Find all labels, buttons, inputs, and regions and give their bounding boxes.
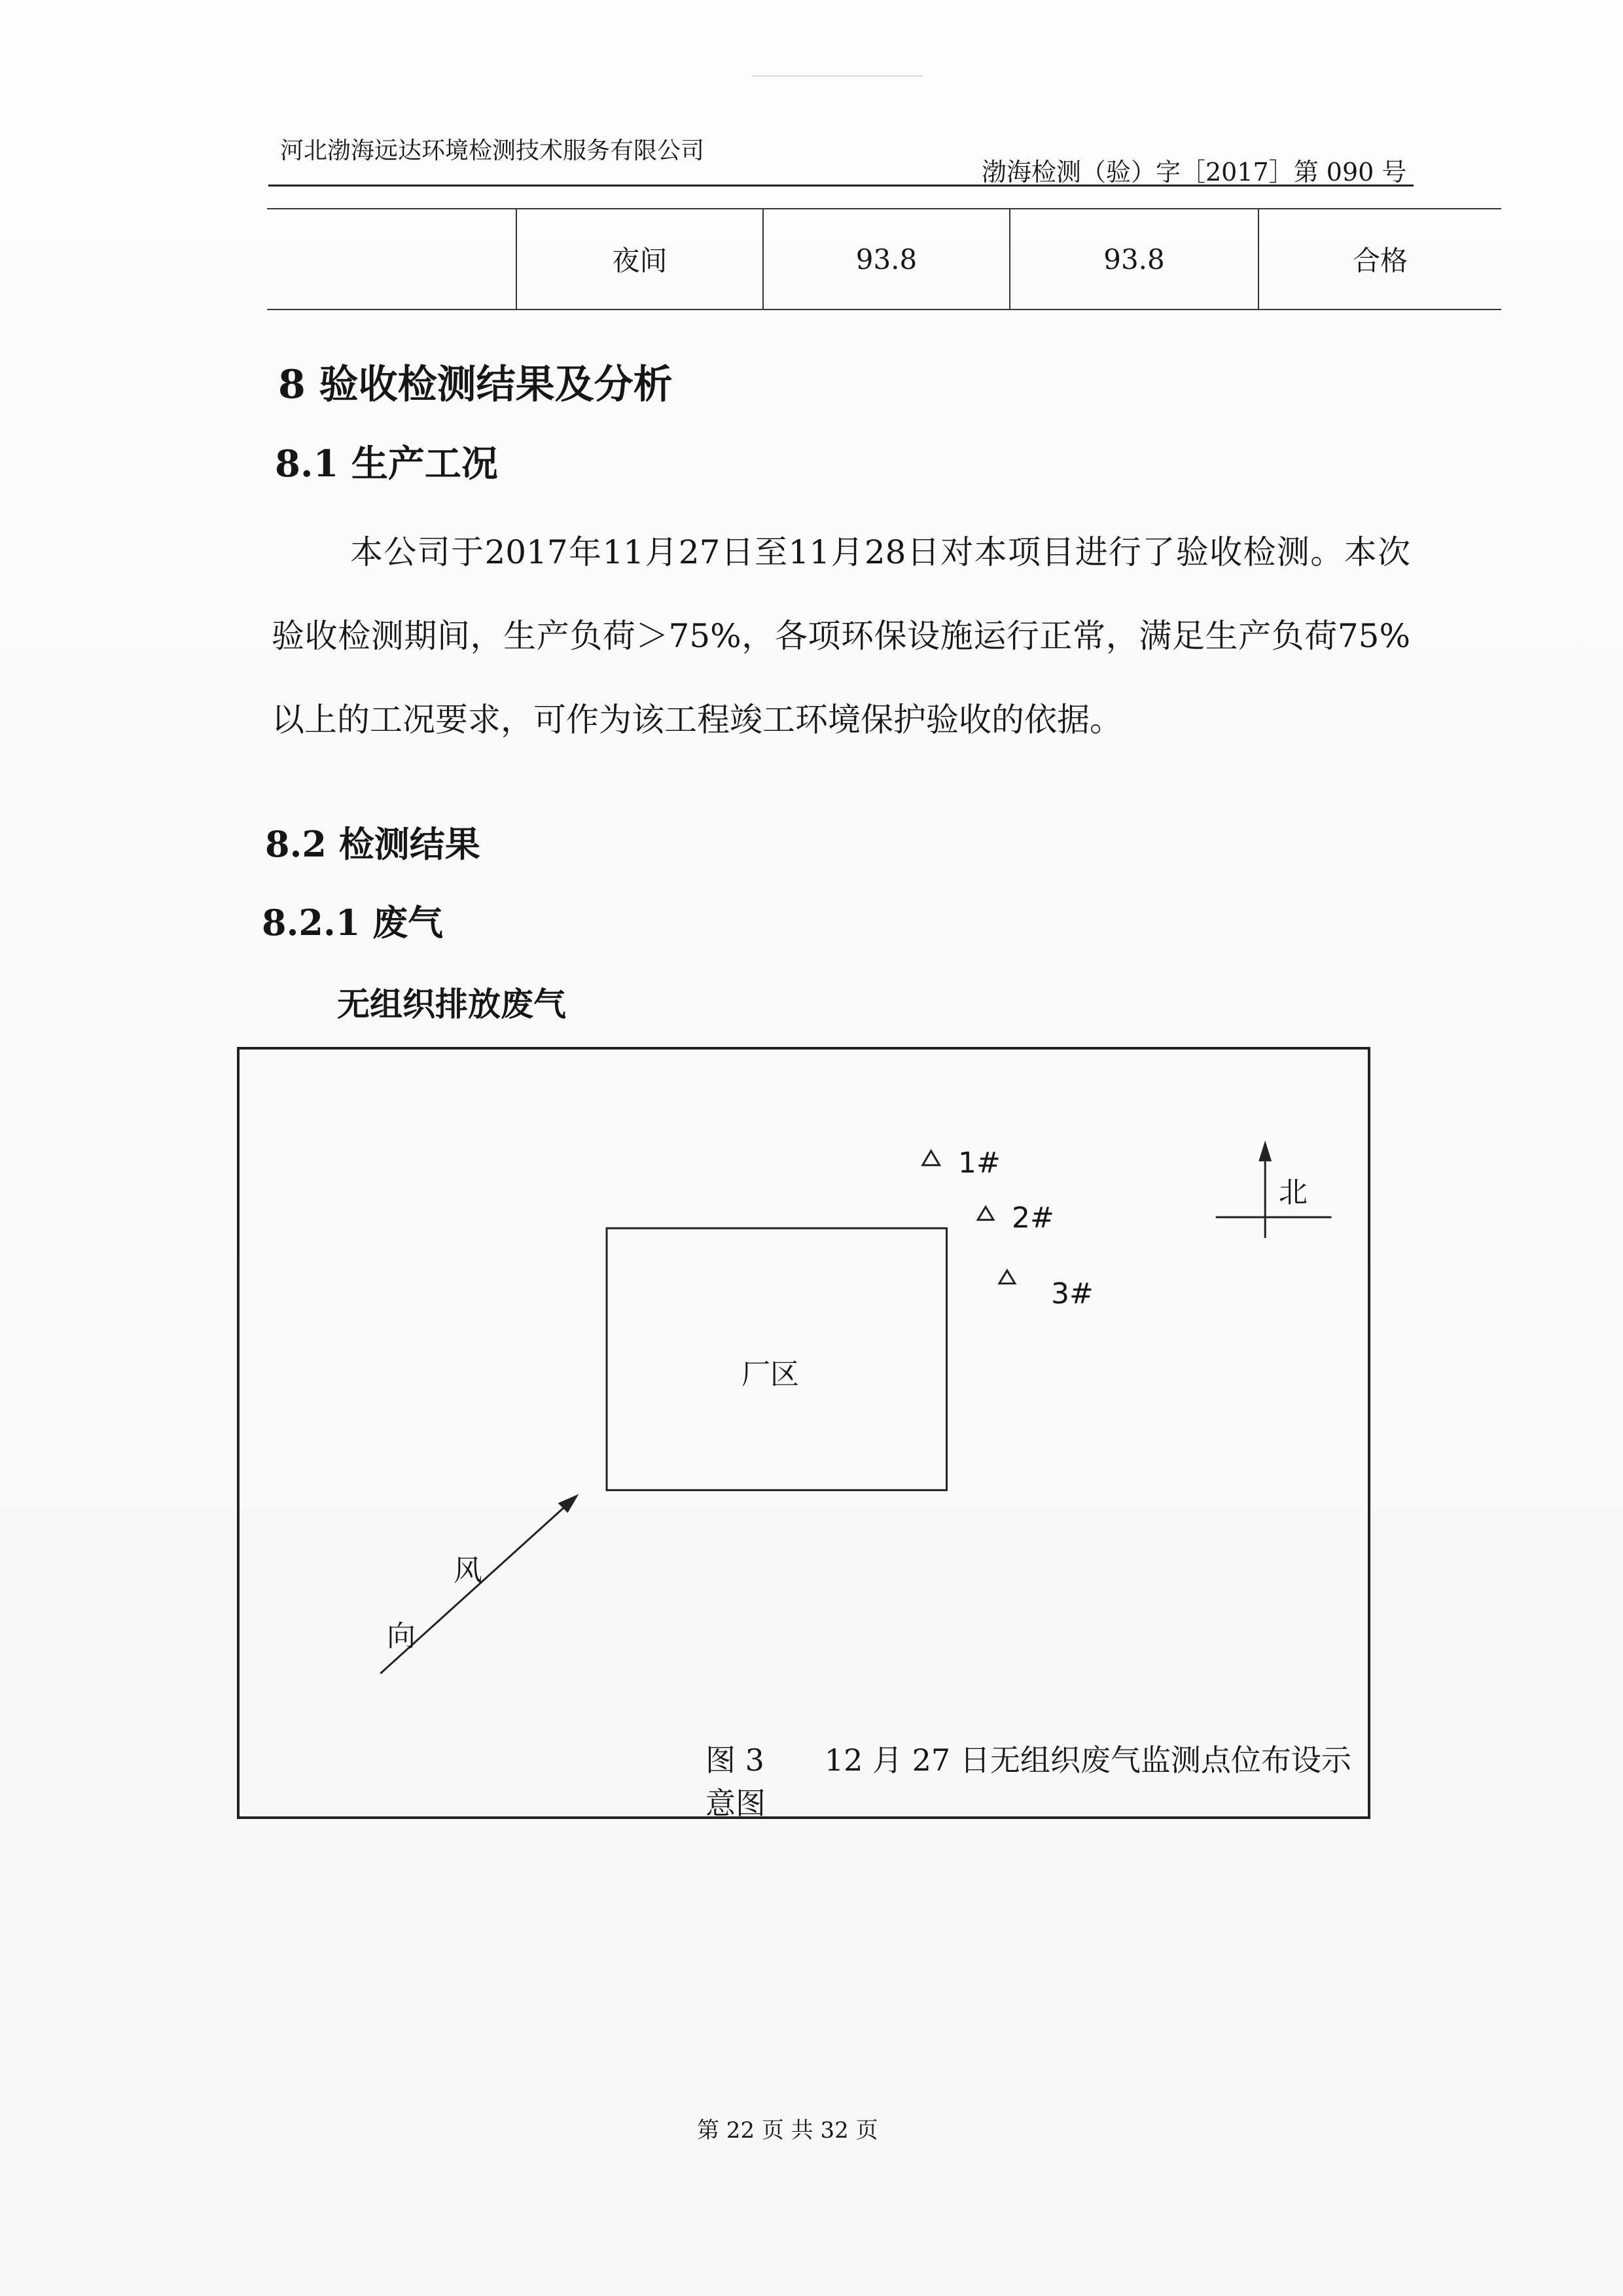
bleed-through-artifact	[753, 56, 923, 77]
monitoring-point-marker	[978, 1207, 993, 1220]
subsection-title: 8.1 生产工况	[275, 442, 498, 486]
monitoring-point-marker	[923, 1151, 940, 1165]
point-label-2: 2#	[1012, 1201, 1054, 1235]
carry-over-table	[267, 208, 1501, 310]
section-title: 8 验收检测结果及分析	[278, 362, 673, 408]
figure-caption: 图 3 12 月 27 日无组织废气监测点位布设示意图	[705, 1742, 1351, 1821]
north-arrow-head	[1258, 1140, 1272, 1161]
page-number: 第 22 页 共 32 页	[697, 2117, 878, 2144]
header-report-number: 渤海检测（验）字［2017］第 090 号	[982, 158, 1407, 186]
figure-drawing	[240, 1050, 1368, 1816]
figure-heading: 无组织排放废气	[337, 985, 566, 1023]
header-rule	[268, 185, 1414, 186]
table-cell-period: 夜间	[516, 209, 763, 309]
direction-label: 向	[387, 1619, 416, 1653]
monitoring-point-marker	[999, 1271, 1015, 1284]
plant-label: 厂区	[741, 1358, 799, 1391]
north-label: 北	[1279, 1176, 1308, 1209]
table-cell-empty	[267, 209, 516, 309]
subsection-title: 8.2.1 废气	[262, 902, 444, 944]
table-cell-result: 合格	[1258, 209, 1501, 309]
header-company-name: 河北渤海远达环境检测技术服务有限公司	[280, 137, 705, 164]
wind-label: 风	[454, 1554, 482, 1587]
point-label-1: 1#	[958, 1146, 1001, 1180]
subsection-title: 8.2 检测结果	[265, 823, 480, 865]
table-row	[267, 209, 1501, 309]
monitoring-layout-figure	[237, 1047, 1370, 1819]
point-label-3: 3#	[1051, 1277, 1094, 1311]
body-paragraph: 本公司于2017年11月27日至11月28日对本项目进行了验收检测。本次验收检测期间，生产负荷＞75%，各项环保设施运行正常，满足生产负荷75%以上的工况要求，可作为该工程竣工环境保护验收的依据。	[272, 533, 1410, 739]
table-cell-value: 93.8	[763, 209, 1010, 309]
table-cell-value: 93.8	[1010, 209, 1258, 309]
